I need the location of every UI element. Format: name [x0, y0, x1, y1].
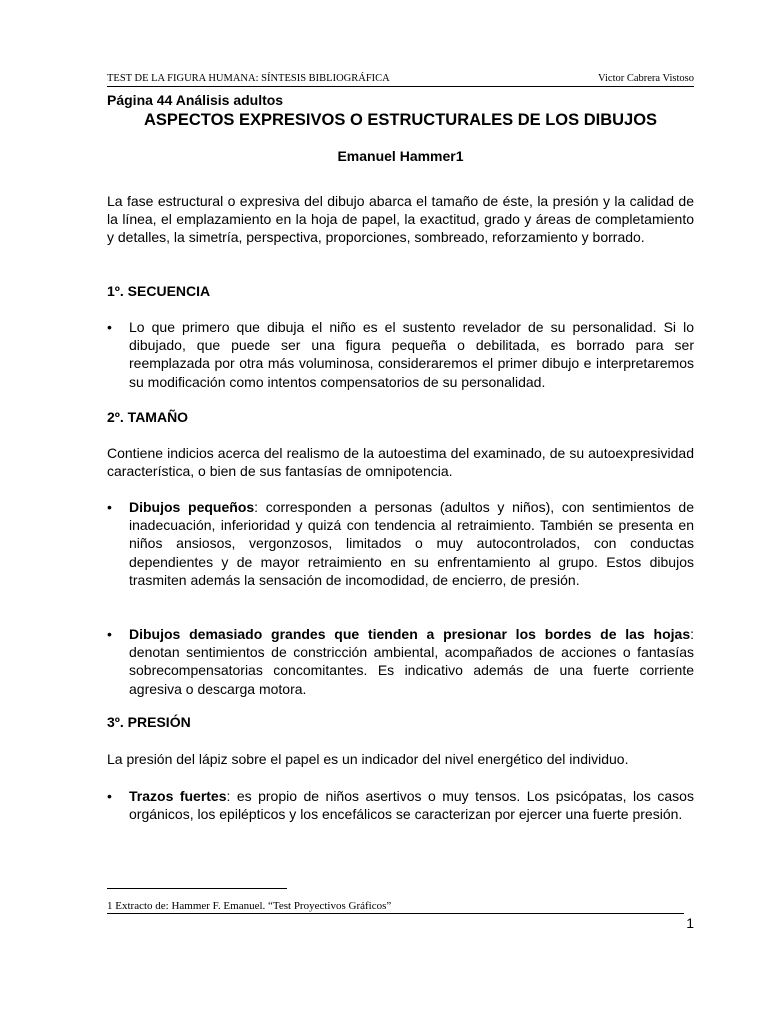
- list-item-secuencia: [107, 318, 694, 391]
- section-heading-presion: 3º. PRESIÓN: [107, 714, 191, 730]
- bullet-glyph: •: [107, 499, 112, 515]
- footnote: 1 Extracto de: Hammer F. Emanuel. “Test Proyectivos Gráficos”: [107, 900, 392, 912]
- intro-paragraph: La fase estructural o expresiva del dibujo abarca el tamaño de éste, la presión y la calidad de la línea, el emplazamiento en la hoja de papel, la exactitud, grado y áreas de completamiento y detalles, la simetría, perspectiva, proporciones, sombreado, reforzamiento y borrado.: [107, 193, 694, 246]
- page-number: 1: [686, 915, 694, 931]
- list-item-dibujos-pequenos: [107, 498, 694, 589]
- presion-paragraph: La presión del lápiz sobre el papel es un indicador del nivel energético del individuo.: [107, 751, 629, 767]
- footer-divider: [107, 913, 684, 914]
- header-author: Victor Cabrera Vistoso: [598, 73, 694, 84]
- header-title: TEST DE LA FIGURA HUMANA: SÍNTESIS BIBLIOGRÁFICA: [107, 73, 390, 84]
- list-item-description: : es propio de niños asertivos o muy tensos. Los psicópatas, los casos orgánicos, los epilépticos y los encefálicos se caracterizan por ejercer una fuerte presión.: [129, 788, 694, 823]
- list-item-term: Dibujos pequeños: [129, 499, 255, 515]
- page-reference: Página 44 Análisis adultos: [107, 92, 284, 108]
- list-item-text: [129, 498, 694, 589]
- running-header: [107, 73, 694, 87]
- list-item-description: : corresponden a personas (adultos y niños), con sentimientos de inadecuación, inferioridad y quizá con tendencia al retraimiento. También se presenta en niños ansiosos, vergonzosos, limitados o muy autocontrolados, con conductas dependientes y de mayor retraimiento en su enfrentamiento al grupo. Estos dibujos trasmiten además la sensación de incomodidad, de encierro, de presión.: [129, 499, 695, 588]
- section-heading-tamano: 2º. TAMAÑO: [107, 409, 189, 425]
- bullet-glyph: •: [107, 788, 112, 804]
- list-item-text: [129, 625, 694, 698]
- footnote-divider: [107, 888, 287, 889]
- tamano-paragraph: Contiene indicios acerca del realismo de la autoestima del examinado, de su autoexpresividad característica, o bien de sus fantasías de omnipotencia.: [107, 445, 694, 480]
- bullet-glyph: •: [107, 319, 112, 335]
- bullet-glyph: •: [107, 626, 112, 642]
- list-item-text: [129, 787, 694, 823]
- section-heading-secuencia: 1º. SECUENCIA: [107, 283, 211, 299]
- list-item-description: : denotan sentimientos de constricción ambiental, acompañados de acciones o fantasías sobrecompensatorias concomitantes. Es indicativo además de una fuerte corriente agresiva o descarga motora.: [129, 626, 694, 697]
- document-page: [107, 0, 694, 1024]
- list-item-dibujos-grandes: [107, 625, 694, 698]
- list-item-text: Lo que primero que dibuja el niño es el sustento revelador de su personalidad. Si lo dibujado, que puede ser una figura pequeña o debilitada, es borrado para ser reemplazada por otra más voluminosa, consideraremos el primer dibujo e interpretaremos su modificación como intentos compensatorios de su personalidad.: [129, 319, 694, 390]
- list-item-term: Dibujos demasiado grandes que tienden a presionar los bordes de las hojas: [129, 626, 691, 642]
- document-author: Emanuel Hammer1: [337, 148, 464, 164]
- list-item-trazos-fuertes: [107, 787, 694, 823]
- document-title: ASPECTOS EXPRESIVOS O ESTRUCTURALES DE LOS DIBUJOS: [143, 111, 658, 129]
- list-item-term: Trazos fuertes: [129, 788, 227, 804]
